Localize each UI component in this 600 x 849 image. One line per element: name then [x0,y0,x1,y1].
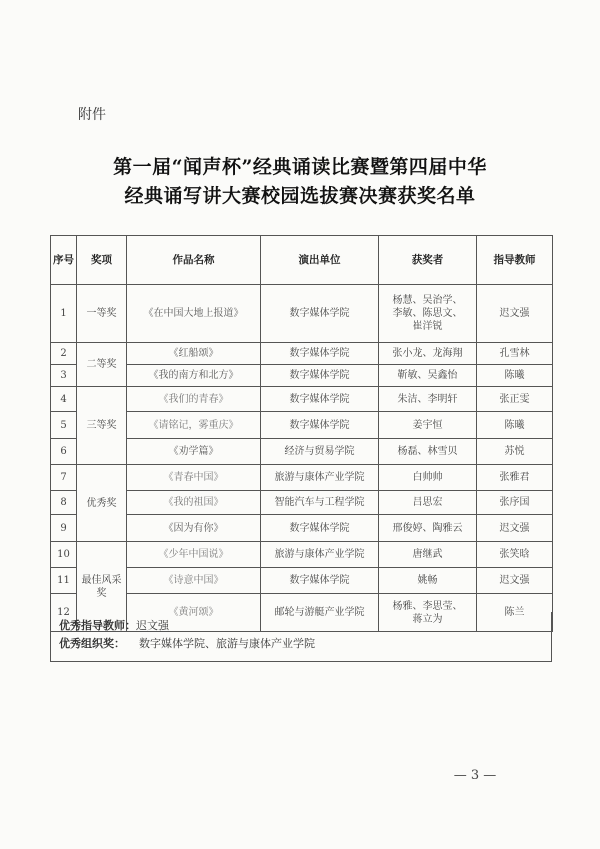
table-header-row [51,236,553,285]
row-teacher: 张雅君 [477,465,553,491]
row-award: 二等奖 [77,343,127,387]
honors-footer [50,612,552,662]
row-unit: 数字媒体学院 [261,412,379,439]
header-award: 奖项 [77,236,127,285]
row-no: 2 [51,343,77,365]
row-no: 7 [51,465,77,491]
row-no: 12 [51,594,77,632]
row-teacher: 苏悦 [477,439,553,465]
row-work: 《我的祖国》 [127,491,261,515]
row-unit: 邮轮与游艇产业学院 [261,594,379,632]
row-no: 10 [51,542,77,568]
row-no: 3 [51,365,77,387]
row-work: 《红船颂》 [127,343,261,365]
row-winners: 姚畅 [379,568,477,594]
row-winners: 邢俊婷、陶雅云 [379,515,477,542]
header-winners: 获奖者 [379,236,477,285]
row-teacher: 孔雪林 [477,343,553,365]
row-teacher: 迟文强 [477,285,553,343]
row-no: 4 [51,387,77,412]
document-title-line-2: 经典诵写讲大赛校园选拔赛决赛获奖名单 [124,185,476,207]
row-no: 1 [51,285,77,343]
row-no: 6 [51,439,77,465]
table-row [51,439,553,465]
row-winners: 靳敏、吴鑫怡 [379,365,477,387]
table-row [51,365,553,387]
row-teacher: 陈曦 [477,365,553,387]
row-unit: 数字媒体学院 [261,343,379,365]
row-award: 优秀奖 [77,465,127,542]
row-unit: 智能汽车与工程学院 [261,491,379,515]
row-winners: 张小龙、龙海翔 [379,343,477,365]
row-unit: 旅游与康体产业学院 [261,465,379,491]
row-unit: 经济与贸易学院 [261,439,379,465]
row-no: 5 [51,412,77,439]
row-unit: 数字媒体学院 [261,285,379,343]
row-work: 《诗意中国》 [127,568,261,594]
row-winners: 杨磊、林雪贝 [379,439,477,465]
row-winners: 吕思宏 [379,491,477,515]
row-teacher: 张序国 [477,491,553,515]
winner-line: 杨雅、李思莹、 [392,600,463,612]
row-winners: 唐继武 [379,542,477,568]
row-teacher: 陈曦 [477,412,553,439]
row-award: 一等奖 [77,285,127,343]
row-no: 11 [51,568,77,594]
excellent-organization-label: 优秀组织奖： [59,637,125,650]
row-teacher: 迟文强 [477,568,553,594]
row-work: 《因为有你》 [127,515,261,542]
row-work: 《在中国大地上报道》 [127,285,261,343]
excellent-organization-value: 数字媒体学院、旅游与康体产业学院 [139,637,315,650]
attachment-label: 附件 [78,107,106,123]
row-work: 《请铭记，雾重庆》 [127,412,261,439]
winner-line: 杨慧、吴治学、 [392,295,463,306]
row-unit: 旅游与康体产业学院 [261,542,379,568]
row-work: 《青春中国》 [127,465,261,491]
row-work: 《劝学篇》 [127,439,261,465]
excellent-teacher-label: 优秀指导教师： [59,619,136,632]
row-award: 三等奖 [77,387,127,465]
header-teacher: 指导教师 [477,236,553,285]
row-work: 《少年中国说》 [127,542,261,568]
row-unit: 数字媒体学院 [261,365,379,387]
row-teacher: 陈兰 [477,594,553,632]
row-winners: 姜宇恒 [379,412,477,439]
row-no: 8 [51,491,77,515]
row-award: 最佳风采奖 [77,542,127,632]
row-unit: 数字媒体学院 [261,387,379,412]
winner-line: 蒋立为 [412,613,443,625]
table-row [51,465,553,491]
row-teacher: 迟文强 [477,515,553,542]
excellent-organization-line [59,635,543,653]
excellent-teacher-value: 迟文强 [136,619,169,632]
row-unit: 数字媒体学院 [261,515,379,542]
header-unit: 演出单位 [261,236,379,285]
row-work: 《我们的青春》 [127,387,261,412]
table-row [51,568,553,594]
row-work: 《黄河颂》 [127,594,261,632]
table-row [51,515,553,542]
table-row [51,542,553,568]
page-number: — 3 — [453,768,497,783]
winner-line: 崔洋锐 [412,321,443,332]
header-no-label: 序号 [53,253,74,266]
table-row [51,387,553,412]
award-table [50,235,553,632]
document-title-line-1: 第一届“闻声杯”经典诵读比赛暨第四届中华 [113,156,487,178]
table-row [51,343,553,365]
table-row [51,285,553,343]
row-winners: 朱洁、李明轩 [379,387,477,412]
row-winners: 白帅帅 [379,465,477,491]
header-no [51,236,77,285]
table-row [51,412,553,439]
header-work: 作品名称 [127,236,261,285]
row-unit: 数字媒体学院 [261,568,379,594]
winner-line: 李敏、陈思文、 [392,308,463,319]
row-teacher: 张正雯 [477,387,553,412]
row-work: 《我的南方和北方》 [127,365,261,387]
row-winners [379,285,477,343]
row-teacher: 张笑晗 [477,542,553,568]
excellent-teacher-line [59,617,543,635]
row-no: 9 [51,515,77,542]
table-row [51,491,553,515]
